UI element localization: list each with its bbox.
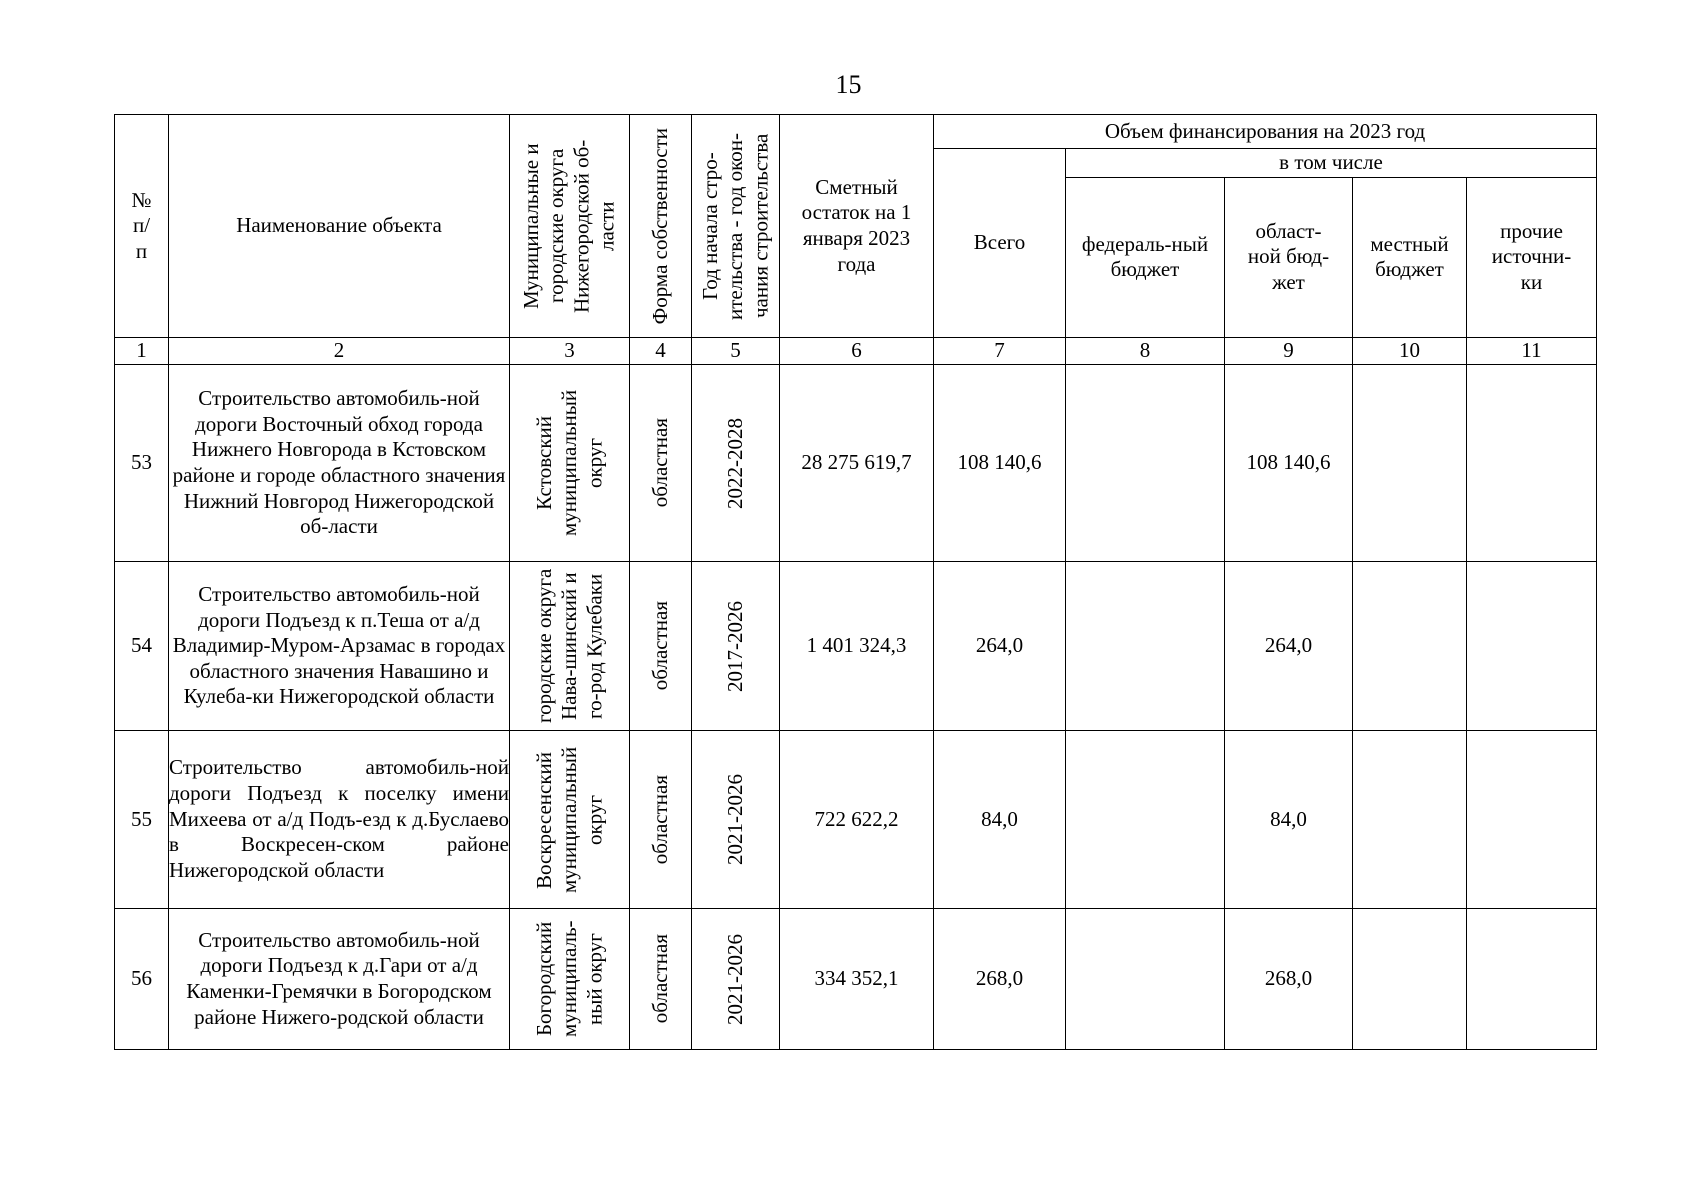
table-row [115, 909, 1597, 1050]
row-federal [1066, 365, 1225, 562]
column-number: 10 [1353, 338, 1467, 365]
header-other: прочие источни-ки [1467, 177, 1597, 338]
row-local [1353, 365, 1467, 562]
row-municipality: Воскресенский муниципальный округ [510, 731, 630, 909]
row-other [1467, 365, 1597, 562]
row-regional: 84,0 [1225, 731, 1353, 909]
row-federal [1066, 562, 1225, 731]
header-local: местный бюджет [1353, 177, 1467, 338]
row-federal [1066, 731, 1225, 909]
header-federal: федераль-ный бюджет [1066, 177, 1225, 338]
row-balance: 334 352,1 [780, 909, 934, 1050]
row-object-name: Строительство автомобиль-ной дороги Восточный обход города Нижнего Новгорода в Кстовском районе и городе областного значения Нижний Новгород Нижегородской об-ласти [169, 365, 510, 562]
table-row [115, 731, 1597, 909]
row-total: 84,0 [934, 731, 1066, 909]
row-municipality: Богородский муниципаль-ный округ [510, 909, 630, 1050]
header-municipality: Муниципальные и городские округа Нижегородской об-ласти [510, 115, 630, 338]
header-total: Всего [934, 149, 1066, 338]
row-municipality: Кстовский муниципальный округ [510, 365, 630, 562]
funding-table [114, 114, 1597, 1050]
row-ownership: областная [630, 365, 692, 562]
column-number: 4 [630, 338, 692, 365]
row-regional: 264,0 [1225, 562, 1353, 731]
row-no: 56 [115, 909, 169, 1050]
table-row [115, 562, 1597, 731]
row-federal [1066, 909, 1225, 1050]
row-balance: 722 622,2 [780, 731, 934, 909]
row-no: 55 [115, 731, 169, 909]
row-other [1467, 731, 1597, 909]
row-local [1353, 909, 1467, 1050]
row-local [1353, 562, 1467, 731]
header-balance: Сметный остаток на 1 января 2023 года [780, 115, 934, 338]
row-years: 2017-2026 [692, 562, 780, 731]
column-numbers-row [115, 338, 1597, 365]
row-object-name: Строительство автомобиль-ной дороги Подъезд к д.Гари от а/д Каменки-Гремячки в Богородском районе Нижего-родской области [169, 909, 510, 1050]
row-ownership: областная [630, 731, 692, 909]
row-balance: 1 401 324,3 [780, 562, 934, 731]
row-total: 264,0 [934, 562, 1066, 731]
row-no: 53 [115, 365, 169, 562]
row-other [1467, 909, 1597, 1050]
header-name: Наименование объекта [169, 115, 510, 338]
column-number: 1 [115, 338, 169, 365]
row-no: 54 [115, 562, 169, 731]
column-number: 5 [692, 338, 780, 365]
row-municipality: городские округа Нава-шинский и го-род Кулебаки [510, 562, 630, 731]
row-years: 2022-2028 [692, 365, 780, 562]
column-number: 3 [510, 338, 630, 365]
column-number: 7 [934, 338, 1066, 365]
header-no: № п/ п [115, 115, 169, 338]
row-regional: 268,0 [1225, 909, 1353, 1050]
row-local [1353, 731, 1467, 909]
row-other [1467, 562, 1597, 731]
column-number: 9 [1225, 338, 1353, 365]
row-ownership: областная [630, 562, 692, 731]
header-years: Год начала стро-ительства - год окон-чания строительства [692, 115, 780, 338]
header-including: в том числе [1066, 149, 1597, 178]
row-object-name: Строительство автомобиль-ной дороги Подъезд к п.Теша от а/д Владимир-Муром-Арзамас в городах областного значения Навашино и Кулеба-ки Нижегородской области [169, 562, 510, 731]
table-row [115, 365, 1597, 562]
header-ownership: Форма собственности [630, 115, 692, 338]
row-object-name: Строительство автомобиль-ной дороги Подъезд к поселку имени Михеева от а/д Подъ-езд к д.Буслаево в Воскресен-ском районе Нижегородской области [169, 731, 510, 909]
page-number: 15 [835, 70, 862, 99]
header-regional: област-ной бюд-жет [1225, 177, 1353, 338]
row-years: 2021-2026 [692, 909, 780, 1050]
column-number: 6 [780, 338, 934, 365]
column-number: 2 [169, 338, 510, 365]
row-balance: 28 275 619,7 [780, 365, 934, 562]
column-number: 8 [1066, 338, 1225, 365]
row-years: 2021-2026 [692, 731, 780, 909]
row-total: 268,0 [934, 909, 1066, 1050]
column-number: 11 [1467, 338, 1597, 365]
header-funding: Объем финансирования на 2023 год [934, 115, 1597, 149]
row-regional: 108 140,6 [1225, 365, 1353, 562]
row-total: 108 140,6 [934, 365, 1066, 562]
row-ownership: областная [630, 909, 692, 1050]
